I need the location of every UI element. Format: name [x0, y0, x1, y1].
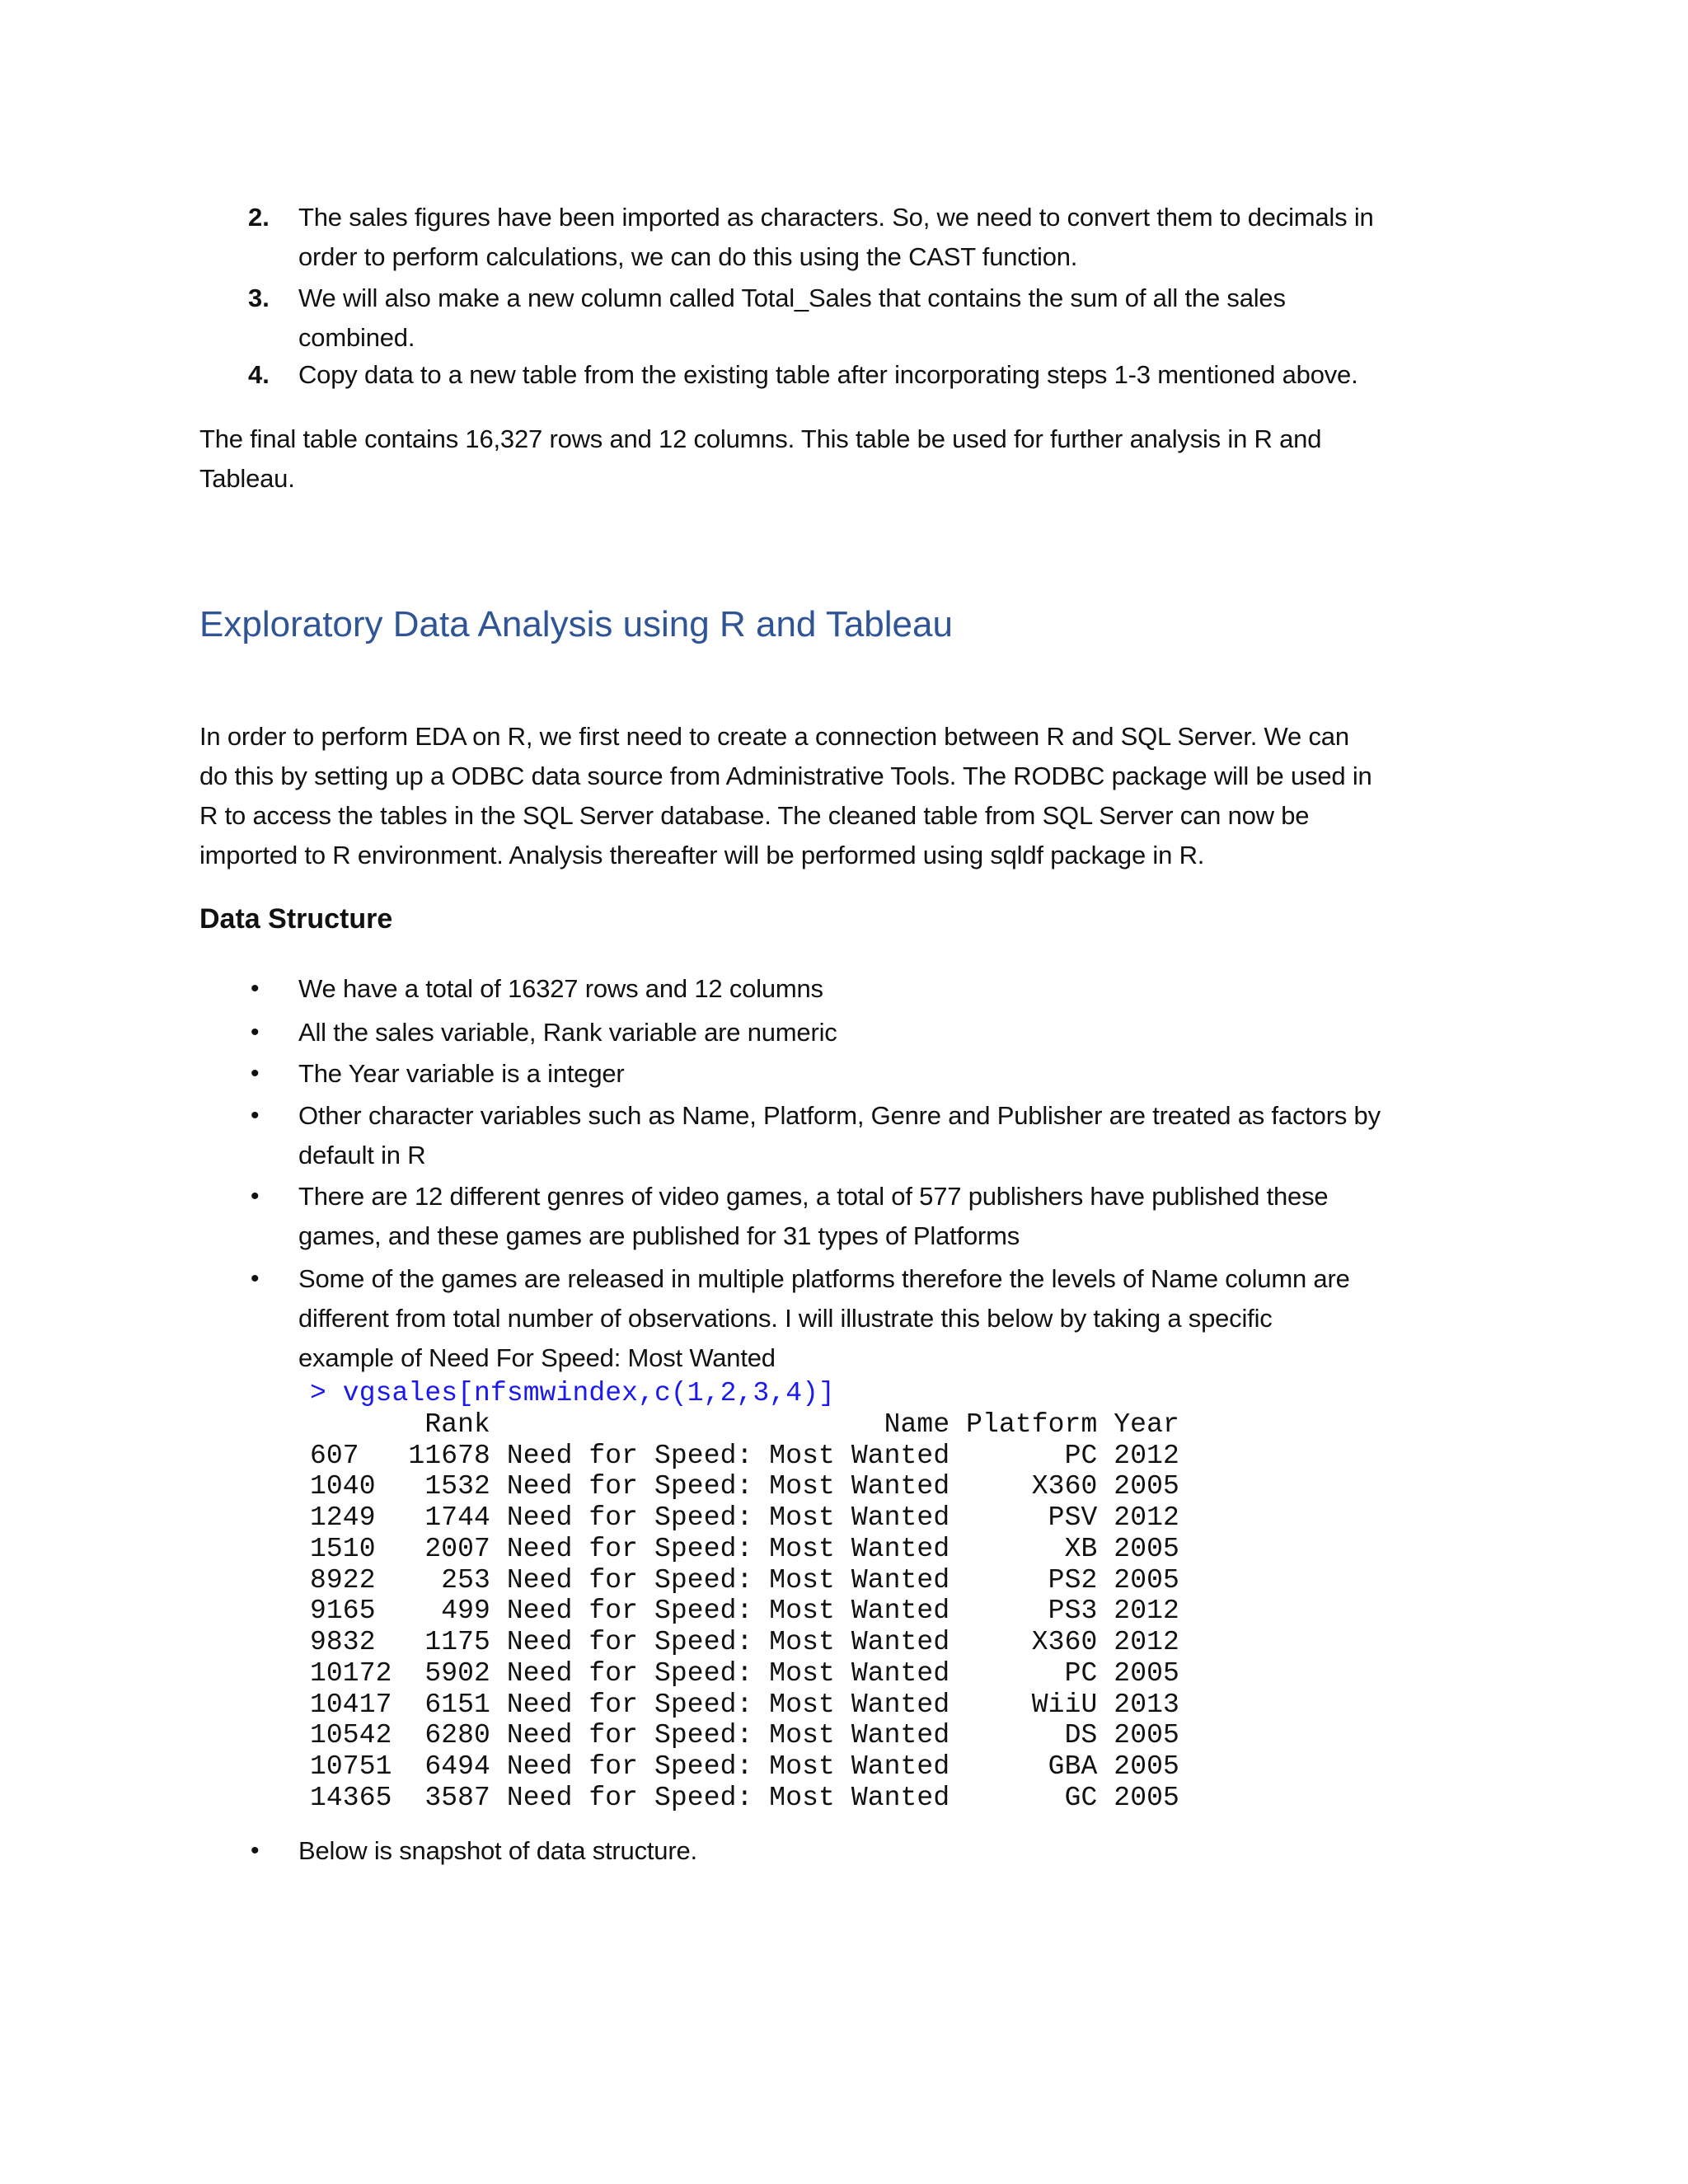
- numbered-step: [0, 279, 1688, 358]
- name-cell: Need for Speed: Most Wanted: [490, 1689, 950, 1720]
- rank-cell: 11678: [392, 1440, 490, 1471]
- bullet-icon: •: [251, 975, 260, 1002]
- platform-cell: X360: [950, 1471, 1098, 1502]
- rank-cell: 253: [392, 1564, 490, 1596]
- paragraph-line: do this by setting up a ODBC data source from Administrative Tools. The RODBC package will be used in: [199, 762, 1372, 790]
- step-text-line: combined.: [298, 323, 415, 352]
- bullet-text-line: example of Need For Speed: Most Wanted: [298, 1343, 776, 1372]
- step-text-line: Copy data to a new table from the existing table after incorporating steps 1-3 mentioned above.: [298, 360, 1358, 389]
- console-data-row: [310, 1565, 1179, 1596]
- step-text-line: order to perform calculations, we can do this using the CAST function.: [298, 242, 1078, 271]
- row-index: 14365: [310, 1782, 392, 1813]
- rank-cell: 5902: [392, 1657, 490, 1689]
- year-cell: 2012: [1097, 1440, 1179, 1471]
- console-data-row: [310, 1783, 1179, 1814]
- platform-cell: WiiU: [950, 1689, 1098, 1720]
- platform-cell: XB: [950, 1533, 1098, 1564]
- year-cell: 2012: [1097, 1502, 1179, 1533]
- platform-cell: PS3: [950, 1596, 1098, 1627]
- year-cell: 2013: [1097, 1689, 1179, 1720]
- row-index: 9165: [310, 1596, 392, 1627]
- row-index: 1510: [310, 1533, 392, 1564]
- name-cell: Need for Speed: Most Wanted: [490, 1440, 950, 1471]
- bullet-text-line: There are 12 different genres of video games, a total of 577 publishers have published these: [298, 1182, 1329, 1211]
- platform-cell: PC: [950, 1440, 1098, 1471]
- paragraph-line: imported to R environment. Analysis thereafter will be performed using sqldf package in R.: [199, 841, 1205, 869]
- row-index: 10542: [310, 1720, 392, 1751]
- bullet-text-line: Other character variables such as Name, Platform, Genre and Publisher are treated as factors by: [298, 1101, 1381, 1130]
- bullet-icon: •: [251, 1102, 260, 1129]
- bullet-icon: •: [251, 1060, 260, 1087]
- bullet-text-line: The Year variable is a integer: [298, 1059, 625, 1088]
- column-header-rank: Rank: [310, 1408, 490, 1440]
- platform-cell: GC: [950, 1782, 1098, 1813]
- row-index: 607: [310, 1440, 392, 1471]
- column-header-platform: Platform: [950, 1408, 1098, 1440]
- bullet-text-line: different from total number of observations. I will illustrate this below by taking a specific: [298, 1304, 1273, 1333]
- platform-cell: PC: [950, 1657, 1098, 1689]
- numbered-step: [0, 198, 1688, 277]
- rank-cell: 1175: [392, 1627, 490, 1657]
- step-number: 2.: [248, 203, 270, 232]
- console-data-row: [310, 1502, 1179, 1534]
- final-table-paragraph: [0, 419, 1688, 499]
- platform-cell: PS2: [950, 1564, 1098, 1596]
- name-cell: Need for Speed: Most Wanted: [490, 1596, 950, 1627]
- console-data-row: [310, 1471, 1179, 1502]
- rank-cell: 2007: [392, 1533, 490, 1564]
- year-cell: 2005: [1097, 1657, 1179, 1689]
- year-cell: 2005: [1097, 1533, 1179, 1564]
- rank-cell: 6151: [392, 1689, 490, 1720]
- platform-cell: X360: [950, 1627, 1098, 1657]
- bullet-icon: •: [251, 1183, 260, 1210]
- name-cell: Need for Speed: Most Wanted: [490, 1564, 950, 1596]
- name-cell: Need for Speed: Most Wanted: [490, 1471, 950, 1502]
- rank-cell: 6494: [392, 1751, 490, 1782]
- step-number: 4.: [248, 360, 270, 389]
- console-data-row: [310, 1658, 1179, 1690]
- console-data-row: [310, 1627, 1179, 1658]
- bullet-icon: •: [251, 1837, 260, 1864]
- paragraph-line: R to access the tables in the SQL Server database. The cleaned table from SQL Server can now be: [199, 801, 1310, 830]
- bullet-item: [0, 1177, 1688, 1256]
- bullet-item: [0, 1013, 1688, 1052]
- name-cell: Need for Speed: Most Wanted: [490, 1782, 950, 1813]
- rank-cell: 1744: [392, 1502, 490, 1533]
- console-header-row: [310, 1409, 1179, 1441]
- bullet-icon: •: [251, 1265, 260, 1292]
- console-data-row: [310, 1596, 1179, 1627]
- row-index: 10751: [310, 1751, 392, 1782]
- year-cell: 2012: [1097, 1627, 1179, 1657]
- bullet-icon: •: [251, 1019, 260, 1046]
- name-cell: Need for Speed: Most Wanted: [490, 1502, 950, 1533]
- step-number: 3.: [248, 284, 270, 312]
- section-heading: Exploratory Data Analysis using R and Tableau: [199, 604, 953, 644]
- rank-cell: 3587: [392, 1782, 490, 1813]
- step-text-line: The sales figures have been imported as characters. So, we need to convert them to decimals in: [298, 203, 1374, 232]
- bullet-item: [0, 1259, 1688, 1378]
- year-cell: 2005: [1097, 1751, 1179, 1782]
- year-cell: 2005: [1097, 1720, 1179, 1751]
- bullet-text-line: We have a total of 16327 rows and 12 columns: [298, 974, 823, 1003]
- console-data-row: [310, 1690, 1179, 1721]
- paragraph-line: Tableau.: [199, 464, 295, 493]
- name-cell: Need for Speed: Most Wanted: [490, 1533, 950, 1564]
- platform-cell: PSV: [950, 1502, 1098, 1533]
- year-cell: 2005: [1097, 1471, 1179, 1502]
- console-data-row: [310, 1751, 1179, 1783]
- console-command: > vgsales[nfsmwindex,c(1,2,3,4)]: [310, 1378, 835, 1408]
- row-index: 1040: [310, 1471, 392, 1502]
- rank-cell: 1532: [392, 1471, 490, 1502]
- column-header-name: Name: [490, 1408, 950, 1440]
- bullet-item: [0, 969, 1688, 1009]
- console-data-row: [310, 1534, 1179, 1565]
- column-header-year: Year: [1097, 1408, 1179, 1440]
- numbered-step: [0, 355, 1688, 395]
- paragraph-line: The final table contains 16,327 rows and 12 columns. This table be used for further analysis in R and: [199, 424, 1322, 453]
- row-index: 1249: [310, 1502, 392, 1533]
- bullet-item: [0, 1096, 1688, 1175]
- row-index: 10172: [310, 1657, 392, 1689]
- row-index: 9832: [310, 1627, 392, 1657]
- r-console-output: [310, 1378, 1179, 1814]
- step-text-line: We will also make a new column called Total_Sales that contains the sum of all the sales: [298, 284, 1286, 312]
- bullet-text-line: default in R: [298, 1141, 426, 1169]
- bullet-text-line: games, and these games are published for 31 types of Platforms: [298, 1221, 1020, 1250]
- row-index: 10417: [310, 1689, 392, 1720]
- bullet-item: [0, 1831, 1688, 1871]
- name-cell: Need for Speed: Most Wanted: [490, 1627, 950, 1657]
- bullet-text-line: All the sales variable, Rank variable are numeric: [298, 1018, 837, 1047]
- eda-paragraph: [0, 717, 1688, 875]
- rank-cell: 6280: [392, 1720, 490, 1751]
- name-cell: Need for Speed: Most Wanted: [490, 1657, 950, 1689]
- bullet-text-line: Below is snapshot of data structure.: [298, 1836, 697, 1865]
- paragraph-line: In order to perform EDA on R, we first need to create a connection between R and SQL Server. We can: [199, 722, 1349, 751]
- name-cell: Need for Speed: Most Wanted: [490, 1720, 950, 1751]
- year-cell: 2005: [1097, 1564, 1179, 1596]
- year-cell: 2012: [1097, 1596, 1179, 1627]
- subsection-heading: Data Structure: [199, 903, 393, 935]
- bullet-text-line: Some of the games are released in multiple platforms therefore the levels of Name column are: [298, 1264, 1350, 1293]
- platform-cell: GBA: [950, 1751, 1098, 1782]
- platform-cell: DS: [950, 1720, 1098, 1751]
- console-data-row: [310, 1441, 1179, 1472]
- console-data-row: [310, 1720, 1179, 1751]
- year-cell: 2005: [1097, 1782, 1179, 1813]
- row-index: 8922: [310, 1564, 392, 1596]
- rank-cell: 499: [392, 1596, 490, 1627]
- bullet-item: [0, 1054, 1688, 1094]
- name-cell: Need for Speed: Most Wanted: [490, 1751, 950, 1782]
